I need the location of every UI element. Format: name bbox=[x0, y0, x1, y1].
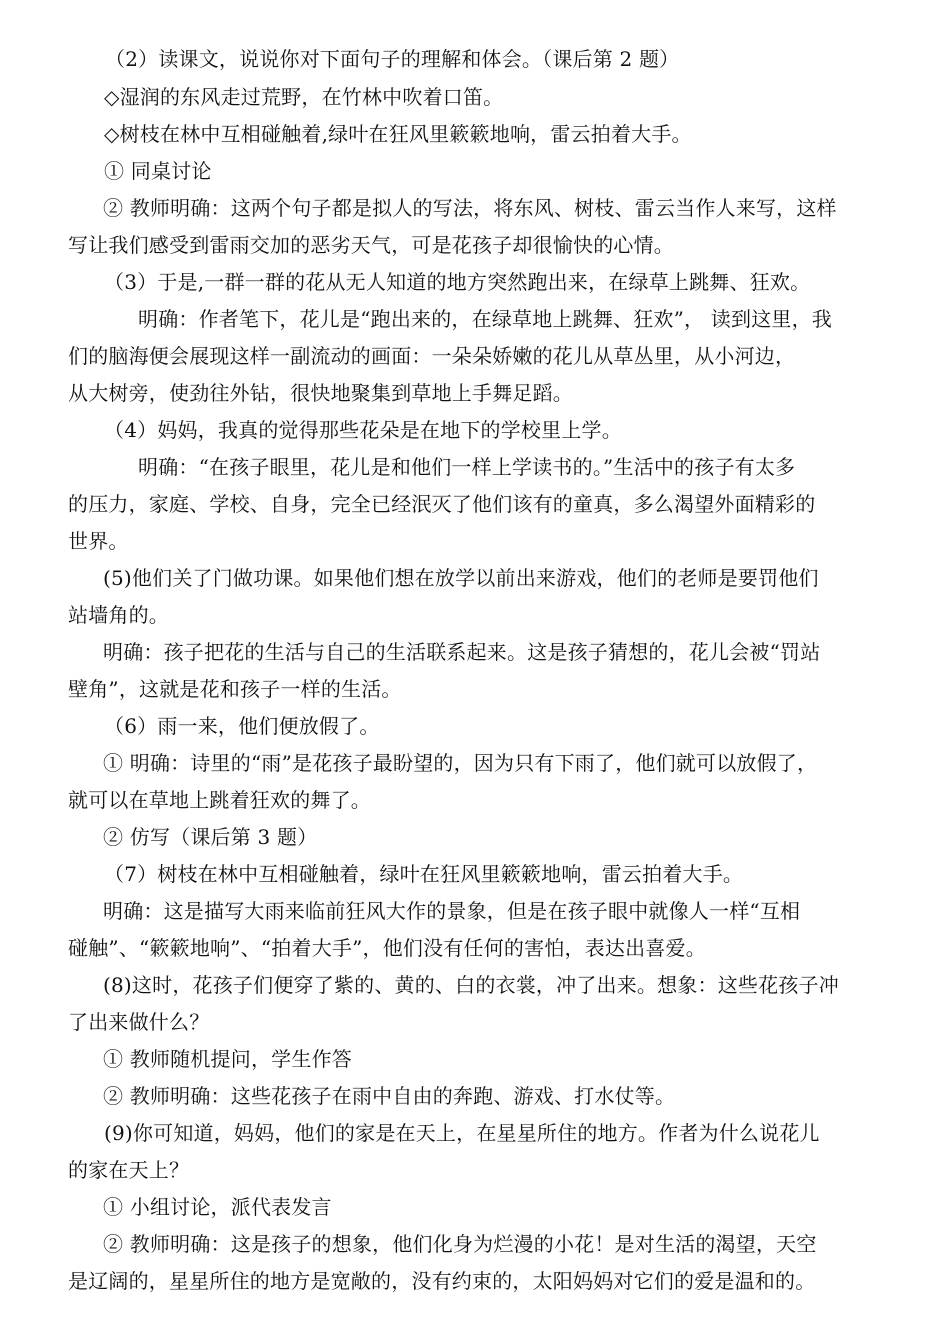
text-line: （7）树枝在林中互相碰触着，绿叶在狂风里簌簌地响，雷云拍着大手。 bbox=[104, 862, 744, 886]
text-line: 站墙角的。 bbox=[68, 603, 169, 627]
text-line: 的压力，家庭、学校、自身，完全已经泯灭了他们该有的童真，多么渴望外面精彩的 bbox=[68, 492, 816, 516]
text-line: 了出来做什么？ bbox=[68, 1010, 210, 1034]
text-line: ② 教师明确：这两个句子都是拟人的写法，将东风、树枝、雷云当作人来写，这样 bbox=[103, 196, 837, 220]
text-line: (8)这时，花孩子们便穿了紫的、黄的、白的衣裳，冲了出来。想象：这些花孩子冲 bbox=[103, 973, 839, 997]
text-line: (5)他们关了门做功课。如果他们想在放学以前出来游戏，他们的老师是要罚他们 bbox=[103, 566, 819, 590]
text-line: （6）雨一来，他们便放假了。 bbox=[104, 714, 380, 738]
text-line: 写让我们感受到雷雨交加的恶劣天气，可是花孩子却很愉快的心情。 bbox=[68, 233, 674, 257]
text-line: 世界。 bbox=[68, 529, 129, 553]
text-line: ◇树枝在林中互相碰触着,绿叶在狂风里簌簌地响，雷云拍着大手。 bbox=[104, 122, 692, 146]
text-line: 们的脑海便会展现这样一副流动的画面：一朵朵娇嫩的花儿从草丛里，从小河边， bbox=[68, 344, 796, 368]
text-line: 就可以在草地上跳着狂欢的舞了。 bbox=[68, 788, 371, 812]
text-line: ② 教师明确：这些花孩子在雨中自由的奔跑、游戏、打水仗等。 bbox=[103, 1084, 676, 1108]
text-line: ① 同桌讨论 bbox=[104, 159, 212, 183]
text-line: (9)你可知道，妈妈，他们的家是在天上，在星星所住的地方。作者为什么说花儿 bbox=[104, 1121, 820, 1145]
text-line: 是辽阔的，星星所住的地方是宽敞的，没有约束的，太阳妈妈对它们的爱是温和的。 bbox=[68, 1269, 816, 1293]
text-line: ② 仿写（课后第 3 题） bbox=[103, 825, 318, 849]
text-line: ① 小组讨论，派代表发言 bbox=[103, 1195, 332, 1219]
text-line: ◇湿润的东风走过荒野，在竹林中吹着口笛。 bbox=[104, 85, 504, 109]
text-line: 碰触”、“簌簌地响”、“拍着大手”，他们没有任何的害怕，表达出喜爱。 bbox=[68, 936, 706, 960]
text-line: ① 教师随机提问，学生作答 bbox=[103, 1047, 352, 1071]
text-line: 从大树旁，使劲往外钻，很快地聚集到草地上手舞足蹈。 bbox=[68, 381, 573, 405]
text-line: ① 明确：诗里的“雨”是花孩子最盼望的，因为只有下雨了，他们就可以放假了， bbox=[103, 751, 818, 775]
text-line: 明确：孩子把花的生活与自己的生活联系起来。这是孩子猜想的，花儿会被“罚站 bbox=[103, 640, 821, 664]
text-line: 的家在天上？ bbox=[68, 1158, 190, 1182]
text-line: （4）妈妈，我真的觉得那些花朵是在地下的学校里上学。 bbox=[104, 418, 622, 442]
text-line: ② 教师明确：这是孩子的想象，他们化身为烂漫的小花！是对生活的渴望，天空 bbox=[103, 1232, 817, 1256]
text-line: （3）于是,一群一群的花从无人知道的地方突然跑出来，在绿草上跳舞、狂欢。 bbox=[104, 270, 811, 294]
text-line: （2）读课文，说说你对下面句子的理解和体会。（课后第 2 题） bbox=[105, 47, 680, 71]
text-line: 明确：这是描写大雨来临前狂风大作的景象，但是在孩子眼中就像人一样“互相 bbox=[103, 899, 801, 923]
text-line: 壁角”，这就是花和孩子一样的生活。 bbox=[68, 677, 402, 701]
text-line: 明确：“在孩子眼里，花儿是和他们一样上学读书的。”生活中的孩子有太多 bbox=[138, 455, 796, 479]
text-line: 明确：作者笔下，花儿是“跑出来的，在绿草地上跳舞、狂欢”， 读到这里，我 bbox=[138, 307, 833, 331]
